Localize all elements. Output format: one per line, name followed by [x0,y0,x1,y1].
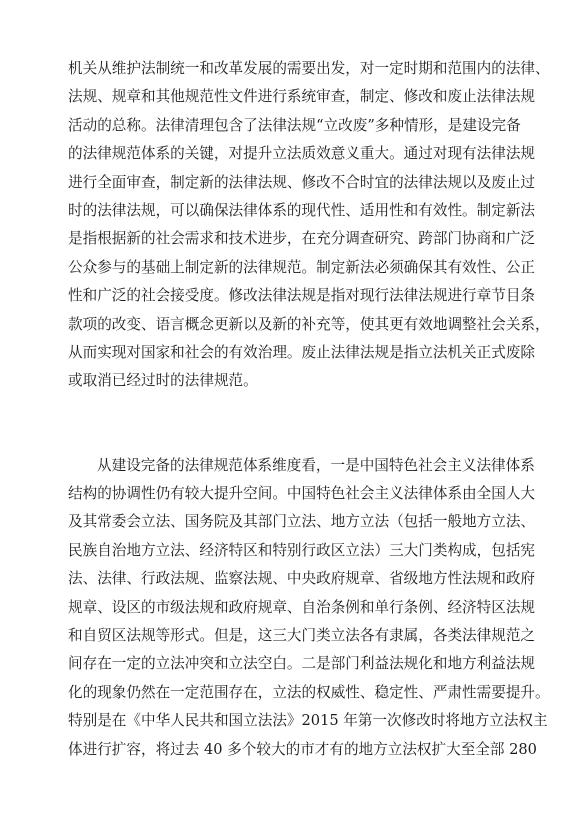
text-line: 或取消已经过时的法律规范。 [68,372,258,390]
text-line: 法、法律、行政法规、监察法规、中央政府规章、省级地方性法规和政府 [68,570,536,588]
text-line: 款项的改变、语言概念更新以及新的补充等，使其更有效地调整社会关系， [68,315,550,333]
text-line: 间存在一定的立法冲突和立法空白。二是部门利益法规化和地方利益法规 [68,655,536,673]
text-line: 时的法律法规，可以确保法律体系的现代性、适用性和有效性。制定新法 [68,201,536,219]
text-line: 从而实现对国家和社会的有效治理。废止法律法规是指立法机关正式废除 [68,343,536,361]
text-line: 活动的总称。法律清理包含了法律法规“立改废”多种情形，是建设完备 [68,116,521,134]
paragraph-legal-system [68,452,550,764]
text-line: 是指根据新的社会需求和技术进步，在充分调查研究、跨部门协商和广泛 [68,230,536,248]
text-line: 结构的协调性仍有较大提升空间。中国特色社会主义法律体系由全国人大 [68,485,536,503]
text-line: 公众参与的基础上制定新的法律规范。制定新法必须确保其有效性、公正 [68,258,536,276]
text-line: 民族自治地方立法、经济特区和特别行政区立法）三大门类构成，包括宪 [68,541,536,559]
text-line: 体进行扩容，将过去 40 多个较大的市才有的地方立法权扩大至全部 280 [68,740,537,758]
text-line: 性和广泛的社会接受度。修改法律法规是指对现行法律法规进行章节目条 [68,287,536,305]
text-line: 法规、规章和其他规范性文件进行系统审查，制定、修改和废止法律法规 [68,88,536,106]
paragraph-legal-cleanup [68,55,550,396]
text-line: 化的现象仍然在一定范围存在，立法的权威性、稳定性、严肃性需要提升。 [68,683,550,701]
text-line: 从建设完备的法律规范体系维度看，一是中国特色社会主义法律体系 [97,456,535,474]
text-line: 规章、设区的市级法规和政府规章、自治条例和单行条例、经济特区法规 [68,598,536,616]
text-line: 的法律规范体系的关键，对提升立法质效意义重大。通过对现有法律法规 [68,145,536,163]
text-line: 进行全面审查，制定新的法律法规、修改不合时宜的法律法规以及废止过 [68,173,536,191]
paragraph-gap [68,396,512,452]
text-line: 机关从维护法制统一和改革发展的需要出发，对一定时期和范围内的法律、 [68,60,550,77]
text-line: 特别是在《中华人民共和国立法法》2015 年第一次修改时将地方立法权主 [68,712,548,730]
document-page [68,55,550,764]
text-line: 和自贸区法规等形式。但是，这三大门类立法各有隶属，各类法律规范之 [68,627,536,645]
text-line: 及其常委会立法、国务院及其部门立法、地方立法（包括一般地方立法、 [68,513,536,531]
